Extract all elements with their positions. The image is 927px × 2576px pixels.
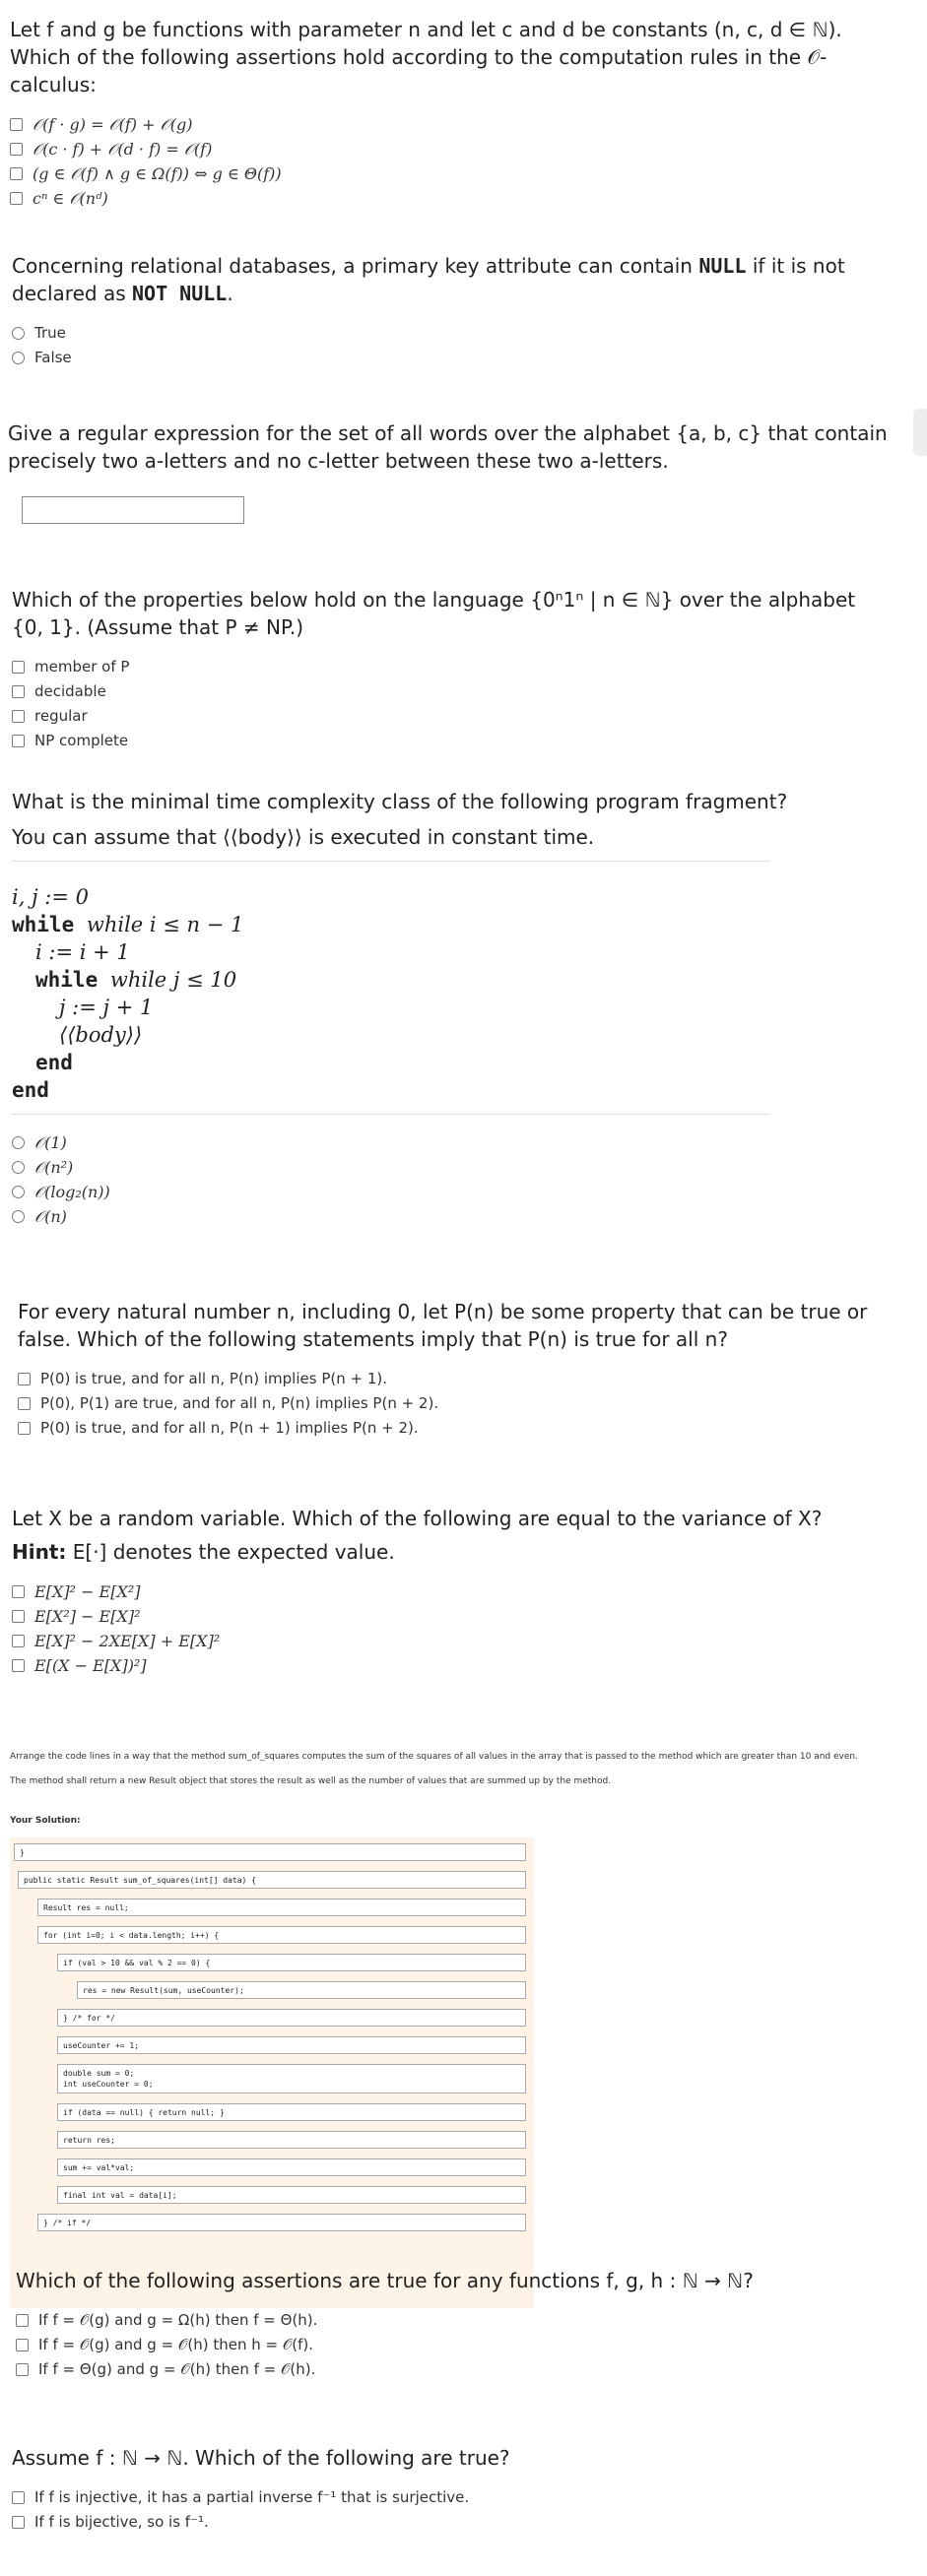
divider — [12, 861, 770, 862]
radio-button[interactable] — [12, 1186, 25, 1198]
question-10-prompt: Assume f : ℕ → ℕ. Which of the following are true? — [12, 2446, 510, 2470]
question-10-options — [12, 2485, 879, 2535]
checkbox[interactable] — [18, 1373, 31, 1385]
solution-label: Your Solution: — [10, 1816, 81, 1826]
question-5-prompt-line-1: What is the minimal time complexity class of the following program fragment? — [12, 790, 788, 813]
checkbox[interactable] — [12, 1610, 25, 1623]
code-line: while while j ≤ 10 — [35, 968, 237, 992]
code-tile[interactable]: } /* if */ — [37, 2214, 526, 2231]
radio-option[interactable]: True — [12, 321, 869, 346]
checkbox-option[interactable]: If f is bijective, so is f⁻¹. — [12, 2510, 879, 2535]
question-1-prompt: Let f and g be functions with parameter n and let c and d be constants (n, c, d ∈ ℕ). Which of the following assertions hold according to the computation rules in the 𝒪-calculus: — [10, 18, 842, 97]
checkbox[interactable] — [16, 2339, 29, 2351]
question-8-instruction-2: The method shall return a new Result object that stores the result as well as the number of values that are summed up by the method. — [10, 1776, 612, 1786]
code-tile[interactable]: public static Result sum_of_squares(int[] data) { — [18, 1871, 526, 1889]
checkbox[interactable] — [12, 1635, 25, 1647]
question-4 — [12, 586, 879, 753]
code-tile[interactable]: if (val > 10 && val % 2 == 0) { — [57, 1954, 526, 1971]
question-5-prompt-line-2: You can assume that ⟨⟨body⟩⟩ is executed in constant time. — [12, 825, 595, 849]
question-5-options — [12, 1130, 879, 1229]
checkbox-option[interactable]: If f = 𝒪(g) and g = 𝒪(h) then h = 𝒪(f). — [16, 2333, 883, 2357]
question-9-options — [16, 2308, 883, 2382]
checkbox[interactable] — [12, 2491, 25, 2504]
question-10 — [12, 2444, 879, 2535]
question-3-prompt: Give a regular expression for the set of all words over the alphabet {a, b, c} that contain precisely two a-letters and no c-letter between these two a-letters. — [8, 421, 888, 473]
question-8-instruction: Arrange the code lines in a way that the method sum_of_squares computes the sum of the squares of all values in the array that is passed to the method which are greater than 10 and even. — [10, 1752, 858, 1762]
radio-option[interactable]: False — [12, 346, 869, 370]
question-4-prompt: Which of the properties below hold on the language {0ⁿ1ⁿ | n ∈ ℕ} over the alphabet {0, 1}. (Assume that P ≠ NP.) — [12, 588, 856, 639]
checkbox[interactable] — [12, 685, 25, 698]
code-tile[interactable]: final int val = data[i]; — [57, 2186, 526, 2204]
question-5 — [12, 788, 879, 1229]
checkbox-option[interactable]: If f = Θ(g) and g = 𝒪(h) then f = 𝒪(h). — [16, 2357, 883, 2382]
checkbox[interactable] — [12, 1659, 25, 1672]
radio-button[interactable] — [12, 352, 25, 364]
code-line: while while i ≤ n − 1 — [12, 913, 244, 936]
checkbox-option[interactable]: 𝒪(f · g) = 𝒪(f) + 𝒪(g) — [10, 112, 877, 137]
checkbox-option[interactable]: decidable — [12, 679, 879, 704]
regex-answer-input[interactable] — [22, 496, 244, 524]
question-3 — [8, 419, 894, 524]
code-line: end — [12, 1078, 49, 1102]
question-9 — [16, 2267, 883, 2382]
checkbox[interactable] — [16, 2314, 29, 2327]
code-tile[interactable]: for (int i=0; i < data.length; i++) { — [37, 1926, 526, 1944]
question-1-options — [10, 112, 877, 211]
radio-option[interactable]: 𝒪(log₂(n)) — [12, 1180, 879, 1204]
side-scroll-tab[interactable] — [913, 409, 927, 456]
checkbox[interactable] — [18, 1422, 31, 1435]
checkbox-option[interactable]: P(0) is true, and for all n, P(n + 1) implies P(n + 2). — [18, 1416, 885, 1441]
radio-button[interactable] — [12, 1136, 25, 1149]
code-tile[interactable]: } /* for */ — [57, 2009, 526, 2027]
question-6-prompt: For every natural number n, including 0, let P(n) be some property that can be true or false. Which of the following statements imply that P(n) is true for all n? — [18, 1300, 868, 1351]
question-1 — [10, 16, 877, 211]
checkbox[interactable] — [16, 2363, 29, 2376]
checkbox-option[interactable]: E[X]² − E[X²] — [12, 1579, 879, 1604]
checkbox-option[interactable]: NP complete — [12, 729, 879, 753]
checkbox-option[interactable]: E[X]² − 2XE[X] + E[X]² — [12, 1629, 879, 1653]
checkbox[interactable] — [12, 661, 25, 674]
radio-button[interactable] — [12, 1210, 25, 1223]
radio-button[interactable] — [12, 1161, 25, 1174]
checkbox-option[interactable]: member of P — [12, 655, 879, 679]
checkbox-option[interactable]: regular — [12, 704, 879, 729]
question-2-options — [12, 321, 869, 370]
code-line: i := i + 1 — [35, 940, 130, 964]
question-9-prompt: Which of the following assertions are true for any functions f, g, h : ℕ → ℕ? — [16, 2269, 754, 2292]
code-line: j := j + 1 — [59, 996, 154, 1019]
code-line: end — [35, 1051, 73, 1074]
checkbox[interactable] — [18, 1397, 31, 1410]
code-tile[interactable]: res = new Result(sum, useCounter); — [77, 1981, 526, 1999]
divider — [12, 1114, 770, 1115]
question-7-hint: Hint: E[·] denotes the expected value. — [12, 1540, 395, 1564]
checkbox[interactable] — [10, 192, 23, 205]
code-tile[interactable]: return res; — [57, 2131, 526, 2149]
code-arrange-area[interactable] — [10, 1837, 534, 2308]
checkbox-option[interactable]: P(0), P(1) are true, and for all n, P(n) implies P(n + 2). — [18, 1391, 885, 1416]
question-6 — [18, 1298, 885, 1441]
checkbox-option[interactable]: P(0) is true, and for all n, P(n) implies P(n + 1). — [18, 1367, 885, 1391]
checkbox[interactable] — [12, 735, 25, 747]
checkbox[interactable] — [12, 1585, 25, 1598]
question-4-options — [12, 655, 879, 753]
radio-option[interactable]: 𝒪(1) — [12, 1130, 879, 1155]
code-tile[interactable]: double sum = 0; int useCounter = 0; — [57, 2064, 526, 2093]
code-tile[interactable]: Result res = null; — [37, 1899, 526, 1916]
checkbox-option[interactable]: If f is injective, it has a partial inverse f⁻¹ that is surjective. — [12, 2485, 879, 2510]
question-2-prompt: Concerning relational databases, a primary key attribute can contain NULL if it is not declared as NOT NULL. — [12, 254, 845, 305]
checkbox[interactable] — [10, 143, 23, 156]
radio-option[interactable]: 𝒪(n) — [12, 1204, 879, 1229]
checkbox[interactable] — [12, 2516, 25, 2529]
radio-option[interactable]: 𝒪(n²) — [12, 1155, 879, 1180]
radio-button[interactable] — [12, 327, 25, 340]
code-line: i, j := 0 — [12, 885, 89, 909]
question-7 — [12, 1505, 879, 1678]
checkbox-option[interactable]: E[(X − E[X])²] — [12, 1653, 879, 1678]
code-tile[interactable]: if (data == null) { return null; } — [57, 2103, 526, 2121]
checkbox-option[interactable]: 𝒪(c · f) + 𝒪(d · f) = 𝒪(f) — [10, 137, 877, 161]
question-7-prompt: Let X be a random variable. Which of the following are equal to the variance of X? — [12, 1507, 823, 1530]
code-line: ⟨⟨body⟩⟩ — [59, 1023, 143, 1047]
checkbox[interactable] — [12, 710, 25, 723]
checkbox-option[interactable]: cⁿ ∈ 𝒪(nᵈ) — [10, 186, 877, 211]
checkbox-option[interactable]: E[X²] − E[X]² — [12, 1604, 879, 1629]
question-2 — [12, 252, 869, 370]
code-tile[interactable]: } — [14, 1843, 526, 1861]
checkbox-option[interactable]: (g ∈ 𝒪(f) ∧ g ∈ Ω(f)) ⇔ g ∈ Θ(f)) — [10, 161, 877, 186]
code-tile[interactable]: useCounter += 1; — [57, 2036, 526, 2054]
checkbox[interactable] — [10, 118, 23, 131]
checkbox[interactable] — [10, 167, 23, 180]
code-tile[interactable]: sum += val*val; — [57, 2158, 526, 2176]
program-fragment — [12, 883, 879, 1104]
question-6-options — [18, 1367, 885, 1441]
checkbox-option[interactable]: If f = 𝒪(g) and g = Ω(h) then f = Θ(h). — [16, 2308, 883, 2333]
question-7-options — [12, 1579, 879, 1678]
